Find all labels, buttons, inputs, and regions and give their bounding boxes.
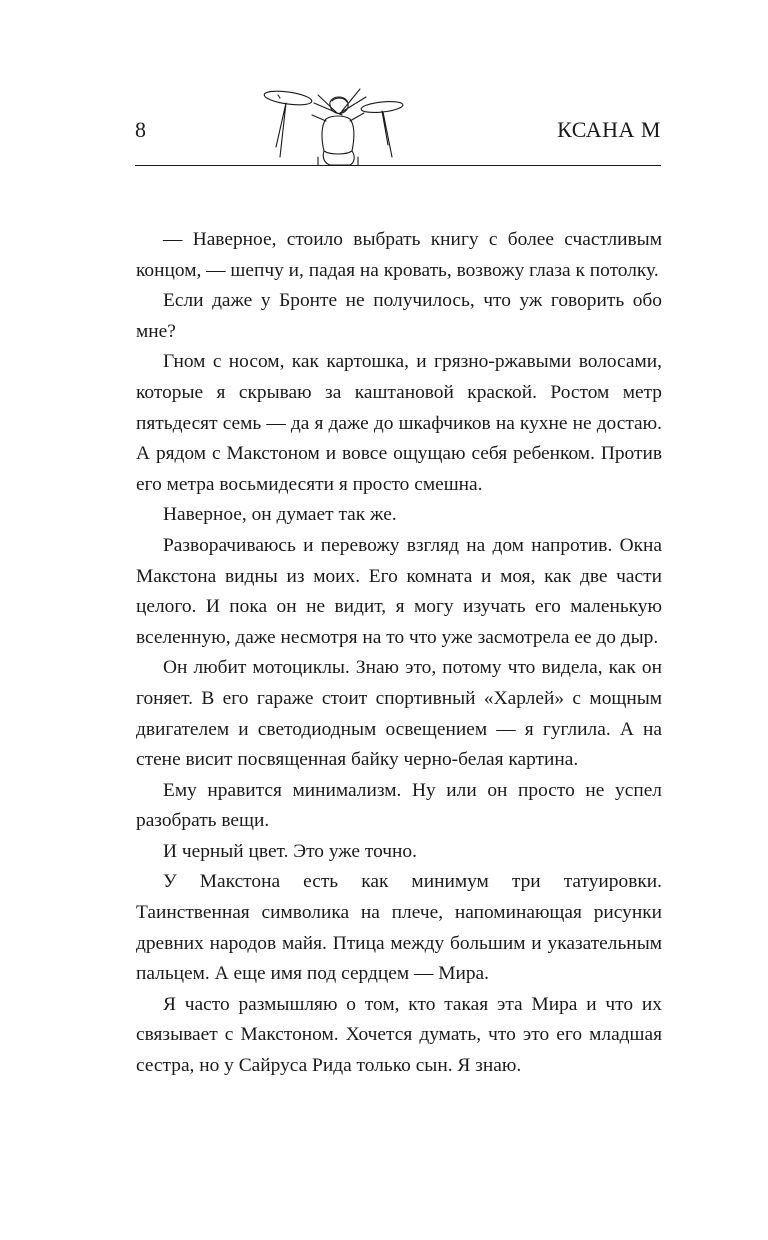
running-head-author: КСАНА М xyxy=(557,117,661,142)
paragraph: Если даже у Бронте не получилось, что уж говорить обо мне? xyxy=(136,290,662,342)
page-header xyxy=(135,85,661,170)
paragraph: Я часто размышляю о том, кто такая эта Мира и что их связывает с Макстоном. Хочется думать, что это его младшая сестра, но у Сайруса Рида только сын. Я знаю. xyxy=(136,993,662,1077)
paragraph: И черный цвет. Это уже точно. xyxy=(163,840,417,862)
paragraph: Ему нравится минимализм. Ну или он просто не успел разобрать вещи. xyxy=(136,779,662,832)
paragraph: Наверное, он думает так же. xyxy=(163,504,397,526)
paragraph: Гном с носом, как картошка, и грязно-ржавыми волосами, которые я скрываю за каштановой краской. Ростом метр пятьдесят семь — да я даже до шкафчиков на кухне не достаю. А рядом с Макстоном и вовсе ощущаю себя ребенком. Против его метра восьмидесяти я просто смешна. xyxy=(136,351,662,495)
paragraph: Он любит мотоциклы. Знаю это, потому что видела, как он гоняет. В его гараже стоит спортивный «Харлей» с мощным двигателем и светодиодным освещением — я гуглила. А на стене висит посвященная байку черно-белая картина. xyxy=(136,657,662,771)
page-number: 8 xyxy=(135,117,146,142)
paragraph: У Макстона есть как минимум три татуировки. Таинственная символика на плече, напоминающая рисунки древних народов майя. Птица между большим и указательным пальцем. А еще имя под сердцем — Мира. xyxy=(136,871,662,985)
drummer-illustration-icon xyxy=(260,85,410,166)
header-rule xyxy=(135,165,661,166)
paragraph: — Наверное, стоило выбрать книгу с более счастливым концом, — шепчу и, падая на кровать, возвожу глаза к потолку. xyxy=(136,229,662,281)
body-text xyxy=(136,225,662,1082)
paragraph: Разворачиваюсь и перевожу взгляд на дом напротив. Окна Макстона видны из моих. Его комната и моя, как две части целого. И пока он не видит, я могу изучать его маленькую вселенную, даже несмотря на то что уже засмотрела ее до дыр. xyxy=(136,534,662,648)
